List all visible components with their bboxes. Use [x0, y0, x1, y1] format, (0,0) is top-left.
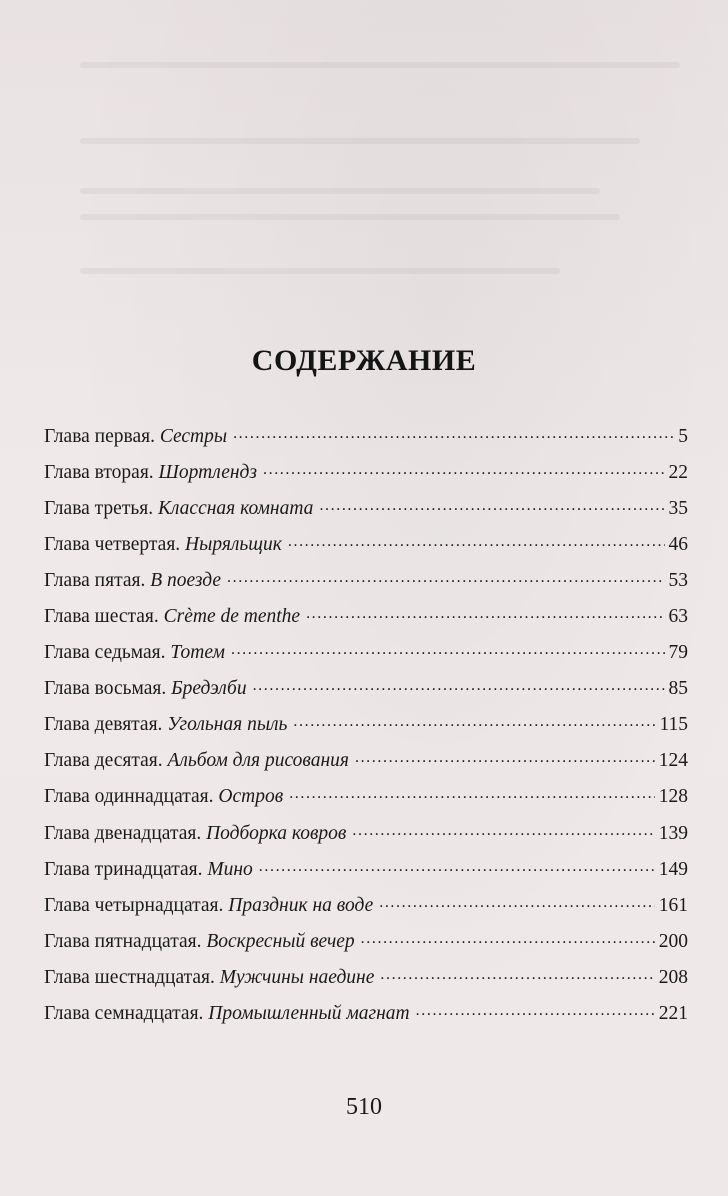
- toc-entry: [44, 891, 688, 927]
- toc-page-number: 53: [668, 569, 688, 591]
- chapter-title: Crème de menthe: [163, 605, 301, 627]
- dot-leader: [293, 711, 655, 731]
- toc-page-number: 161: [658, 894, 688, 916]
- toc-entry-label: [44, 750, 355, 772]
- toc-entry-label: [44, 498, 319, 520]
- toc-entry: [44, 855, 688, 891]
- toc-entry: [44, 927, 688, 963]
- toc-page-number: 128: [658, 786, 688, 808]
- toc-entry: [44, 639, 688, 675]
- toc-entry-label: [44, 462, 263, 484]
- toc-entry: [44, 963, 688, 999]
- chapter-title: Шортлендз: [158, 461, 257, 483]
- chapter-title: Классная комната: [157, 497, 314, 519]
- toc-entry-label: [44, 1003, 416, 1025]
- toc-page-number: 22: [668, 461, 688, 483]
- toc-page-number: 124: [658, 750, 688, 772]
- show-through-line: [80, 62, 680, 68]
- toc-page-number: 200: [658, 930, 688, 952]
- chapter-title: Угольная пыль: [167, 714, 288, 736]
- chapter-number: Глава вторая.: [44, 461, 154, 483]
- show-through-line: [80, 268, 560, 274]
- toc-entry-label: [44, 678, 253, 700]
- chapter-title: Воскресный вечер: [206, 930, 355, 952]
- toc-entry-label: [44, 570, 227, 592]
- toc-page-number: 115: [659, 714, 688, 736]
- chapter-number: Глава пятая.: [44, 569, 146, 591]
- chapter-title: Подборка ковров: [206, 822, 347, 844]
- toc-page-number: 221: [658, 1003, 688, 1024]
- chapter-title: Бредэлби: [171, 678, 247, 700]
- chapter-title: В поезде: [150, 569, 222, 591]
- chapter-number: Глава тринадцатая.: [44, 858, 203, 880]
- toc-entry: [44, 530, 688, 566]
- chapter-number: Глава пятнадцатая.: [44, 930, 202, 952]
- dot-leader: [289, 783, 655, 803]
- toc-page-number: 208: [658, 966, 688, 988]
- toc-entry-label: [44, 534, 288, 556]
- chapter-title: Остров: [218, 786, 284, 808]
- toc-entry: [44, 675, 688, 711]
- chapter-title: Ныряльщик: [185, 533, 282, 555]
- toc-heading: СОДЕРЖАНИЕ: [251, 344, 477, 377]
- chapter-number: Глава третья.: [44, 497, 154, 519]
- dot-leader: [233, 422, 674, 442]
- page-number: 510: [346, 1094, 382, 1120]
- toc-entry: [44, 1000, 688, 1036]
- dot-leader: [379, 891, 655, 911]
- chapter-number: Глава двенадцатая.: [44, 822, 202, 844]
- show-through-line: [80, 188, 600, 194]
- show-through-line: [80, 138, 640, 144]
- chapter-number: Глава первая.: [44, 425, 155, 447]
- toc-page-number: 63: [668, 605, 688, 627]
- toc-entry: [44, 458, 688, 494]
- toc-entry-label: [44, 859, 259, 881]
- dot-leader: [355, 747, 655, 767]
- chapter-title: Промышленный магнат: [208, 1003, 410, 1024]
- dot-leader: [380, 963, 654, 983]
- chapter-number: Глава десятая.: [44, 750, 163, 772]
- toc-page-number: 85: [668, 678, 688, 700]
- chapter-number: Глава шестая.: [44, 605, 159, 627]
- toc-entry: [44, 494, 688, 530]
- dot-leader: [253, 675, 665, 695]
- toc-page-number: 149: [658, 858, 688, 880]
- dot-leader: [288, 530, 665, 550]
- chapter-number: Глава восьмая.: [44, 678, 167, 700]
- toc-entry-label: [44, 967, 380, 989]
- toc-entry: [44, 602, 688, 638]
- chapter-title: Сестры: [159, 425, 228, 447]
- chapter-title: Альбом для рисования: [167, 750, 349, 772]
- dot-leader: [231, 639, 665, 659]
- toc-page-number: 79: [668, 642, 688, 664]
- dot-leader: [319, 494, 664, 514]
- show-through-line: [80, 214, 620, 220]
- chapter-number: Глава четвертая.: [44, 533, 181, 555]
- chapter-number: Глава шестнадцатая.: [44, 966, 215, 988]
- dot-leader: [361, 927, 655, 947]
- toc-entry-label: [44, 931, 361, 953]
- chapter-number: Глава одиннадцатая.: [44, 786, 214, 808]
- dot-leader: [227, 566, 664, 586]
- toc-entry-label: [44, 895, 379, 917]
- toc-entry: [44, 422, 688, 458]
- dot-leader: [263, 458, 665, 478]
- toc-entry-label: [44, 786, 289, 808]
- chapter-number: Глава семнадцатая.: [44, 1003, 204, 1024]
- toc-page-number: 139: [658, 822, 688, 844]
- toc-page-number: 46: [668, 533, 688, 555]
- toc-entry-label: [44, 714, 293, 736]
- toc-entry-label: [44, 823, 352, 845]
- chapter-number: Глава девятая.: [44, 714, 163, 736]
- table-of-contents: [44, 422, 688, 1036]
- toc-page-number: 35: [668, 497, 688, 519]
- toc-entry: [44, 566, 688, 602]
- chapter-number: Глава четырнадцатая.: [44, 894, 224, 916]
- dot-leader: [352, 819, 654, 839]
- chapter-number: Глава седьмая.: [44, 642, 166, 664]
- toc-entry-label: [44, 426, 233, 448]
- toc-entry-label: [44, 606, 306, 628]
- chapter-title: Тотем: [170, 642, 225, 664]
- toc-entry: [44, 783, 688, 819]
- dot-leader: [416, 1000, 655, 1020]
- chapter-title: Мино: [207, 858, 253, 880]
- toc-entry: [44, 819, 688, 855]
- toc-entry: [44, 747, 688, 783]
- toc-page-number: 5: [678, 425, 688, 447]
- chapter-title: Мужчины наедине: [219, 966, 375, 988]
- dot-leader: [259, 855, 655, 875]
- toc-entry: [44, 711, 688, 747]
- toc-entry-label: [44, 642, 231, 664]
- chapter-title: Праздник на воде: [228, 894, 374, 916]
- dot-leader: [306, 602, 664, 622]
